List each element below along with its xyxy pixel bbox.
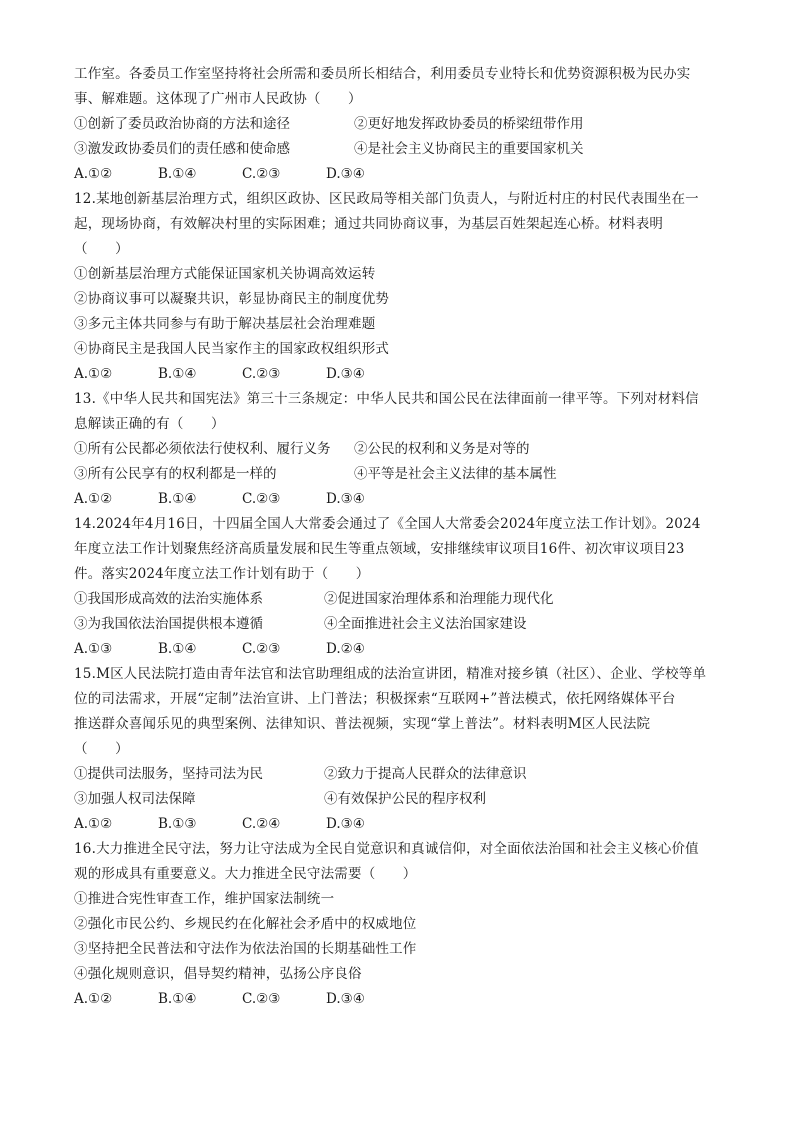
question-stem-line: 14.2024年4月16日，十四届全国人大常委会通过了《全国人大常委会2024年度立法工作计划》。2024 xyxy=(74,516,701,532)
answer-choices xyxy=(74,987,724,1012)
answer-d: D.③④ xyxy=(326,991,365,1007)
option-1: ①我国形成高效的法治实施体系 xyxy=(74,591,263,607)
answer-choices xyxy=(74,812,724,837)
question-stem-line: 起，现场协商，有效解决村里的实际困难；通过共同协商议事，为基层百姓架起连心桥。材料表明 xyxy=(74,216,664,232)
option-3: ③加强人权司法保障 xyxy=(74,791,196,807)
answer-d: D.③④ xyxy=(326,366,365,382)
answer-c: C.②③ xyxy=(242,166,281,182)
option-row xyxy=(74,587,724,612)
question-stem-line: 事、解难题。这体现了广州市人民政协（ ） xyxy=(74,91,362,107)
question-stem-line: 年度立法工作计划聚焦经济高质量发展和民生等重点领域，安排继续审议项目16件、初次审议项目23 xyxy=(74,541,685,557)
question-15 xyxy=(74,662,724,837)
question-stem-line: 推送群众喜闻乐见的典型案例、法律知识、普法视频，实现“掌上普法”。材料表明M区人民法院 xyxy=(74,716,651,732)
answer-a: A.①② xyxy=(74,491,113,507)
answer-b: B.①④ xyxy=(158,166,197,182)
option-row xyxy=(74,462,724,487)
answer-c: C.②③ xyxy=(242,641,281,657)
option-2: ②促进国家治理体系和治理能力现代化 xyxy=(324,591,554,607)
question-14 xyxy=(74,512,724,662)
option-4: ④平等是社会主义法律的基本属性 xyxy=(354,466,557,482)
answer-a: A.①② xyxy=(74,816,113,832)
answer-b: B.①④ xyxy=(158,991,197,1007)
answer-b: B.①④ xyxy=(158,641,197,657)
option-row xyxy=(74,762,724,787)
option-2: ②协商议事可以凝聚共识，彰显协商民主的制度优势 xyxy=(74,291,390,307)
option-2: ②致力于提高人民群众的法律意识 xyxy=(324,766,527,782)
question-12 xyxy=(74,187,724,387)
option-row xyxy=(74,137,724,162)
question-16 xyxy=(74,837,724,1012)
answer-d: D.③④ xyxy=(326,816,365,832)
answer-c: C.②④ xyxy=(242,816,281,832)
option-4: ④是社会主义协商民主的重要国家机关 xyxy=(354,141,584,157)
option-2: ②公民的权利和义务是对等的 xyxy=(354,441,530,457)
answer-choices xyxy=(74,162,724,187)
answer-c: C.②③ xyxy=(242,991,281,1007)
answer-b: B.①④ xyxy=(158,491,197,507)
question-stem-line: 位的司法需求，开展“定制”法治宣讲、上门普法；积极探索“互联网+”普法模式，依托网络媒体平台 xyxy=(74,691,676,707)
option-1: ①创新基层治理方式能保证国家机关协调高效运转 xyxy=(74,266,376,282)
option-3: ③多元主体共同参与有助于解决基层社会治理难题 xyxy=(74,316,376,332)
option-row xyxy=(74,112,724,137)
question-stem-line: 12.某地创新基层治理方式，组织区政协、区民政局等相关部门负责人，与附近村庄的村民代表围坐在一 xyxy=(74,191,699,207)
exam-page xyxy=(74,62,724,1012)
option-1: ①提供司法服务，坚持司法为民 xyxy=(74,766,263,782)
option-2: ②更好地发挥政协委员的桥梁纽带作用 xyxy=(354,116,584,132)
question-stem-line: 息解读正确的有（ ） xyxy=(74,416,225,432)
answer-choices xyxy=(74,362,724,387)
option-3: ③为我国依法治国提供根本遵循 xyxy=(74,616,263,632)
answer-a: A.①③ xyxy=(74,641,113,657)
answer-choices xyxy=(74,637,724,662)
answer-b: B.①③ xyxy=(158,816,197,832)
answer-a: A.①② xyxy=(74,166,113,182)
answer-c: C.②③ xyxy=(242,491,281,507)
option-4: ④有效保护公民的程序权利 xyxy=(324,791,486,807)
option-row xyxy=(74,437,724,462)
option-1: ①推进合宪性审查工作，维护国家法制统一 xyxy=(74,891,335,907)
question-stem-line: （ ） xyxy=(74,241,129,257)
question-11 xyxy=(74,62,724,187)
question-stem-line: 件。落实2024年度立法工作计划有助于（ ） xyxy=(74,566,370,582)
answer-b: B.①④ xyxy=(158,366,197,382)
answer-choices xyxy=(74,487,724,512)
answer-d: D.②④ xyxy=(326,641,365,657)
question-stem-line: 工作室。各委员工作室坚持将社会所需和委员所长相结合，利用委员专业特长和优势资源积极为民办实 xyxy=(74,66,691,82)
option-1: ①创新了委员政治协商的方法和途径 xyxy=(74,116,290,132)
option-row xyxy=(74,612,724,637)
option-row xyxy=(74,787,724,812)
option-2: ②强化市民公约、乡规民约在化解社会矛盾中的权威地位 xyxy=(74,916,417,932)
option-4: ④全面推进社会主义法治国家建设 xyxy=(324,616,527,632)
option-3: ③坚持把全民普法和守法作为依法治国的长期基础性工作 xyxy=(74,941,417,957)
option-1: ①所有公民都必须依法行使权利、履行义务 xyxy=(74,441,331,457)
answer-c: C.②③ xyxy=(242,366,281,382)
answer-a: A.①② xyxy=(74,366,113,382)
option-3: ③激发政协委员们的责任感和使命感 xyxy=(74,141,290,157)
question-stem-line: 观的形成具有重要意义。大力推进全民守法需要（ ） xyxy=(74,866,417,882)
question-stem-line: 16.大力推进全民守法，努力让守法成为全民自觉意识和真诚信仰，对全面依法治国和社会主义核心价值 xyxy=(74,841,699,857)
answer-d: D.③④ xyxy=(326,166,365,182)
option-3: ③所有公民享有的权利都是一样的 xyxy=(74,466,277,482)
question-stem-line: （ ） xyxy=(74,741,129,757)
answer-a: A.①② xyxy=(74,991,113,1007)
question-13 xyxy=(74,387,724,512)
option-4: ④强化规则意识，倡导契约精神，弘扬公序良俗 xyxy=(74,966,362,982)
option-4: ④协商民主是我国人民当家作主的国家政权组织形式 xyxy=(74,341,390,357)
answer-d: D.③④ xyxy=(326,491,365,507)
question-stem-line: 15.M区人民法院打造由青年法官和法官助理组成的法治宣讲团，精准对接乡镇（社区）、企业、学校等单 xyxy=(74,666,707,682)
question-stem-line: 13.《中华人民共和国宪法》第三十三条规定：中华人民共和国公民在法律面前一律平等。下列对材料信 xyxy=(74,391,699,407)
